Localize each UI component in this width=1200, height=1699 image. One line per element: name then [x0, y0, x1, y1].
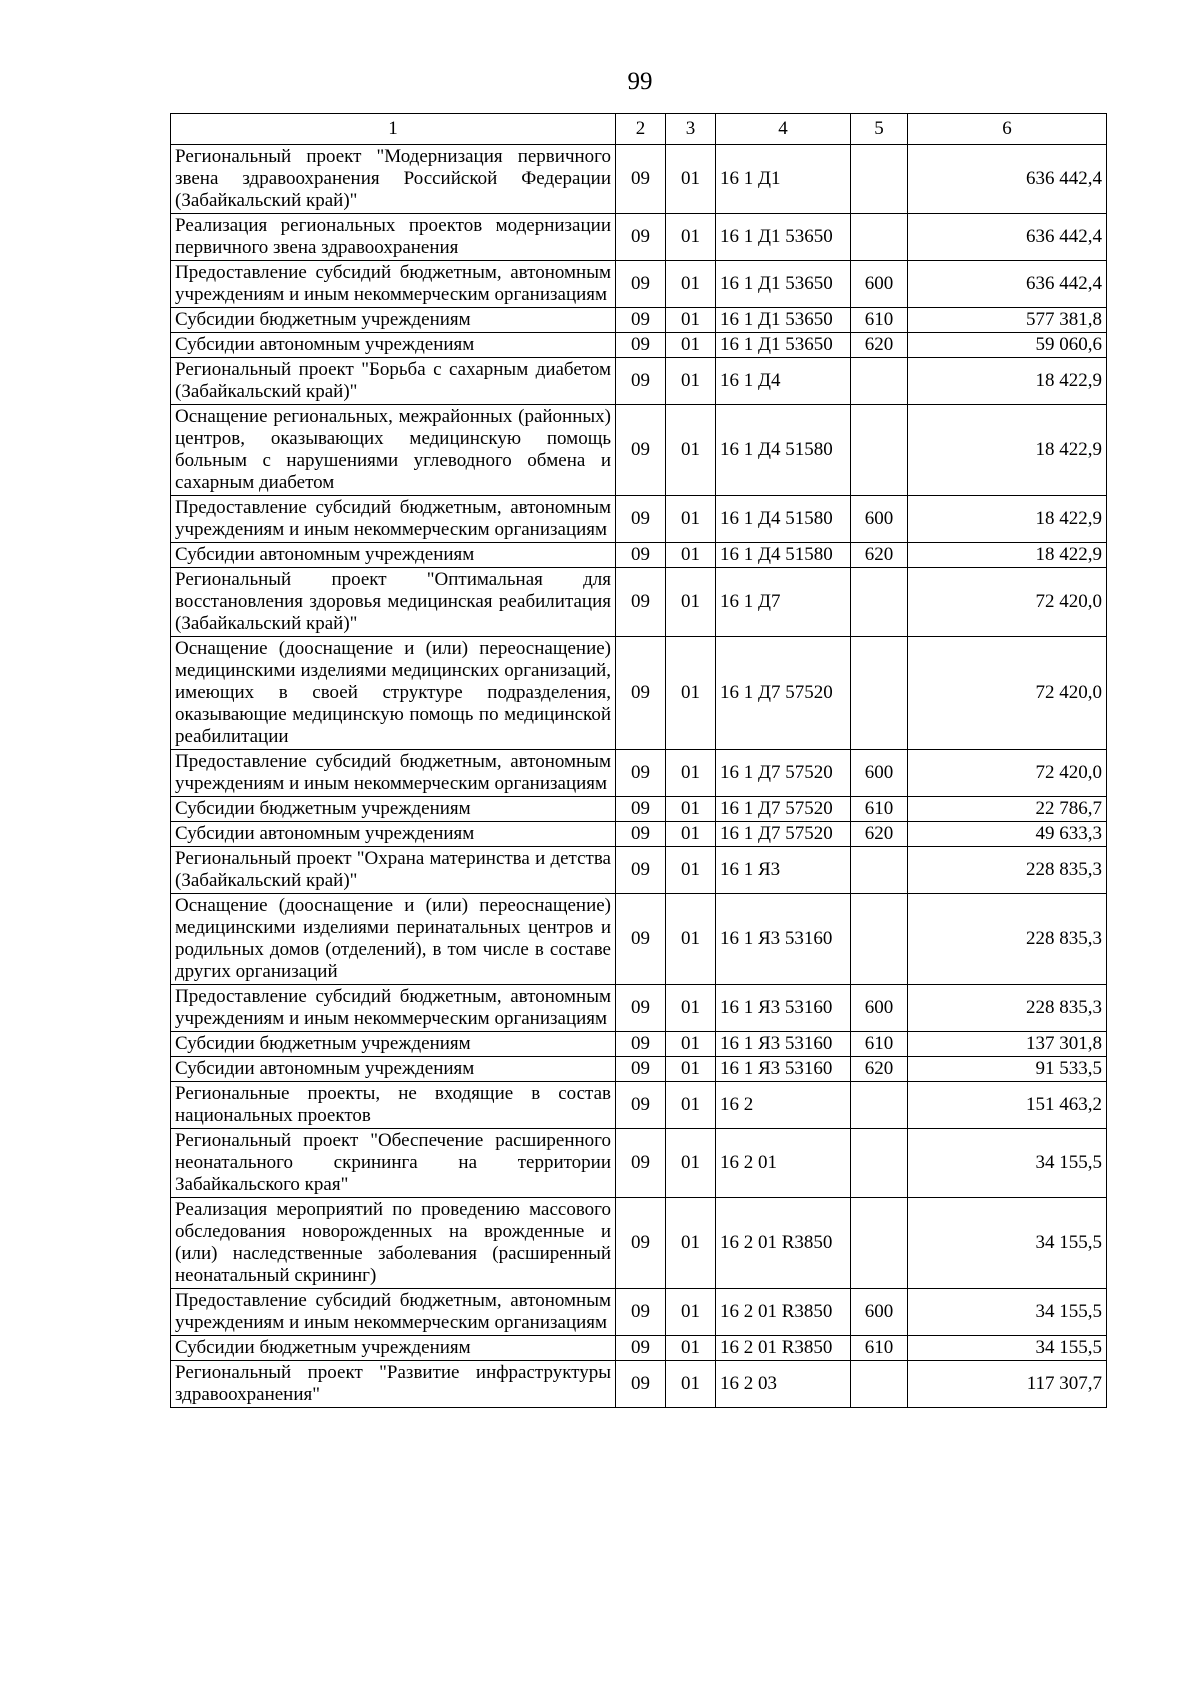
row-subsection-cell: 01	[666, 358, 716, 405]
table-row	[171, 568, 1107, 637]
row-amount-cell: 636 442,4	[908, 145, 1107, 214]
row-name-cell: Предоставление субсидий бюджетным, автономным учреждениям и иным некоммерческим организациям	[171, 496, 616, 543]
row-name-cell: Оснащение (дооснащение и (или) переоснащение) медицинскими изделиями медицинских организаций, имеющих в своей структуре подразделения, оказывающие медицинскую помощь по медицинской реабилитации	[171, 637, 616, 750]
row-expense-type-cell	[851, 568, 908, 637]
row-subsection-cell: 01	[666, 1289, 716, 1336]
table-row	[171, 1129, 1107, 1198]
row-amount-cell: 91 533,5	[908, 1057, 1107, 1082]
row-section-cell: 09	[616, 145, 666, 214]
row-expense-type-cell: 600	[851, 1289, 908, 1336]
row-expense-type-cell	[851, 214, 908, 261]
table-row	[171, 847, 1107, 894]
row-name-cell: Субсидии автономным учреждениям	[171, 1057, 616, 1082]
row-name-cell: Субсидии бюджетным учреждениям	[171, 308, 616, 333]
row-target-article-cell: 16 1 Д7 57520	[716, 797, 851, 822]
row-subsection-cell: 01	[666, 1082, 716, 1129]
table-row	[171, 333, 1107, 358]
row-subsection-cell: 01	[666, 405, 716, 496]
row-section-cell: 09	[616, 261, 666, 308]
row-subsection-cell: 01	[666, 543, 716, 568]
row-expense-type-cell	[851, 1082, 908, 1129]
row-subsection-cell: 01	[666, 1032, 716, 1057]
table-row	[171, 1198, 1107, 1289]
row-name-cell: Региональный проект "Борьба с сахарным диабетом (Забайкальский край)"	[171, 358, 616, 405]
table-header-row	[171, 114, 1107, 145]
header-col-6: 6	[908, 114, 1107, 145]
table-row	[171, 358, 1107, 405]
row-section-cell: 09	[616, 568, 666, 637]
row-amount-cell: 151 463,2	[908, 1082, 1107, 1129]
row-name-cell: Предоставление субсидий бюджетным, автономным учреждениям и иным некоммерческим организациям	[171, 261, 616, 308]
row-expense-type-cell	[851, 405, 908, 496]
row-subsection-cell: 01	[666, 1129, 716, 1198]
row-name-cell: Предоставление субсидий бюджетным, автономным учреждениям и иным некоммерческим организациям	[171, 985, 616, 1032]
table-row	[171, 894, 1107, 985]
table-row	[171, 1361, 1107, 1408]
row-expense-type-cell: 620	[851, 333, 908, 358]
row-amount-cell: 18 422,9	[908, 543, 1107, 568]
row-section-cell: 09	[616, 358, 666, 405]
row-subsection-cell: 01	[666, 637, 716, 750]
table-row	[171, 261, 1107, 308]
row-section-cell: 09	[616, 1057, 666, 1082]
row-amount-cell: 18 422,9	[908, 405, 1107, 496]
row-expense-type-cell: 610	[851, 1032, 908, 1057]
row-target-article-cell: 16 2 01 R3850	[716, 1289, 851, 1336]
row-subsection-cell: 01	[666, 1198, 716, 1289]
row-name-cell: Региональный проект "Развитие инфраструктуры здравоохранения"	[171, 1361, 616, 1408]
row-amount-cell: 34 155,5	[908, 1198, 1107, 1289]
table-row	[171, 1032, 1107, 1057]
table-row	[171, 822, 1107, 847]
row-expense-type-cell	[851, 847, 908, 894]
row-subsection-cell: 01	[666, 496, 716, 543]
row-amount-cell: 18 422,9	[908, 496, 1107, 543]
row-target-article-cell: 16 1 Д7 57520	[716, 822, 851, 847]
row-section-cell: 09	[616, 797, 666, 822]
row-expense-type-cell: 620	[851, 543, 908, 568]
budget-table	[170, 113, 1107, 1408]
row-target-article-cell: 16 1 Д1 53650	[716, 308, 851, 333]
row-amount-cell: 34 155,5	[908, 1336, 1107, 1361]
row-section-cell: 09	[616, 543, 666, 568]
row-section-cell: 09	[616, 847, 666, 894]
row-amount-cell: 18 422,9	[908, 358, 1107, 405]
row-amount-cell: 228 835,3	[908, 847, 1107, 894]
row-subsection-cell: 01	[666, 333, 716, 358]
row-name-cell: Субсидии бюджетным учреждениям	[171, 797, 616, 822]
table-row	[171, 797, 1107, 822]
row-name-cell: Региональные проекты, не входящие в состав национальных проектов	[171, 1082, 616, 1129]
row-target-article-cell: 16 2 03	[716, 1361, 851, 1408]
row-subsection-cell: 01	[666, 750, 716, 797]
row-section-cell: 09	[616, 308, 666, 333]
row-amount-cell: 72 420,0	[908, 750, 1107, 797]
row-expense-type-cell: 620	[851, 1057, 908, 1082]
row-target-article-cell: 16 2 01 R3850	[716, 1198, 851, 1289]
row-section-cell: 09	[616, 985, 666, 1032]
row-subsection-cell: 01	[666, 1361, 716, 1408]
row-subsection-cell: 01	[666, 308, 716, 333]
row-subsection-cell: 01	[666, 1336, 716, 1361]
table-row	[171, 543, 1107, 568]
row-expense-type-cell	[851, 1361, 908, 1408]
header-col-4: 4	[716, 114, 851, 145]
row-amount-cell: 22 786,7	[908, 797, 1107, 822]
row-name-cell: Субсидии бюджетным учреждениям	[171, 1032, 616, 1057]
table-row	[171, 1336, 1107, 1361]
row-amount-cell: 59 060,6	[908, 333, 1107, 358]
table-row	[171, 308, 1107, 333]
row-section-cell: 09	[616, 1336, 666, 1361]
table-row	[171, 985, 1107, 1032]
row-name-cell: Реализация мероприятий по проведению массового обследования новорожденных на врожденные и (или) наследственные заболевания (расширенный неонатальный скрининг)	[171, 1198, 616, 1289]
row-name-cell: Региональный проект "Охрана материнства и детства (Забайкальский край)"	[171, 847, 616, 894]
row-target-article-cell: 16 1 Д1	[716, 145, 851, 214]
row-target-article-cell: 16 1 Д4 51580	[716, 405, 851, 496]
header-col-1: 1	[171, 114, 616, 145]
row-expense-type-cell: 610	[851, 1336, 908, 1361]
row-section-cell: 09	[616, 1129, 666, 1198]
row-target-article-cell: 16 2 01	[716, 1129, 851, 1198]
row-target-article-cell: 16 1 Д4	[716, 358, 851, 405]
row-amount-cell: 72 420,0	[908, 568, 1107, 637]
row-expense-type-cell	[851, 637, 908, 750]
row-expense-type-cell: 620	[851, 822, 908, 847]
row-subsection-cell: 01	[666, 261, 716, 308]
row-target-article-cell: 16 2 01 R3850	[716, 1336, 851, 1361]
row-amount-cell: 49 633,3	[908, 822, 1107, 847]
row-amount-cell: 117 307,7	[908, 1361, 1107, 1408]
row-section-cell: 09	[616, 1361, 666, 1408]
table-row	[171, 496, 1107, 543]
row-target-article-cell: 16 1 Я3 53160	[716, 894, 851, 985]
header-col-3: 3	[666, 114, 716, 145]
row-expense-type-cell	[851, 358, 908, 405]
row-amount-cell: 34 155,5	[908, 1289, 1107, 1336]
row-section-cell: 09	[616, 405, 666, 496]
row-expense-type-cell: 610	[851, 797, 908, 822]
row-section-cell: 09	[616, 1289, 666, 1336]
row-subsection-cell: 01	[666, 822, 716, 847]
row-target-article-cell: 16 1 Д7 57520	[716, 637, 851, 750]
row-name-cell: Реализация региональных проектов модернизации первичного звена здравоохранения	[171, 214, 616, 261]
row-expense-type-cell	[851, 1129, 908, 1198]
row-subsection-cell: 01	[666, 985, 716, 1032]
row-expense-type-cell	[851, 1198, 908, 1289]
table-row	[171, 1057, 1107, 1082]
row-section-cell: 09	[616, 894, 666, 985]
row-subsection-cell: 01	[666, 145, 716, 214]
row-section-cell: 09	[616, 1032, 666, 1057]
row-target-article-cell: 16 1 Д4 51580	[716, 543, 851, 568]
row-target-article-cell: 16 1 Д1 53650	[716, 261, 851, 308]
row-name-cell: Субсидии бюджетным учреждениям	[171, 1336, 616, 1361]
row-target-article-cell: 16 1 Д7 57520	[716, 750, 851, 797]
row-amount-cell: 137 301,8	[908, 1032, 1107, 1057]
row-section-cell: 09	[616, 496, 666, 543]
table-row	[171, 214, 1107, 261]
page-number: 99	[627, 68, 653, 95]
row-amount-cell: 228 835,3	[908, 894, 1107, 985]
row-section-cell: 09	[616, 822, 666, 847]
row-target-article-cell: 16 1 Я3 53160	[716, 1057, 851, 1082]
row-target-article-cell: 16 1 Д7	[716, 568, 851, 637]
row-amount-cell: 72 420,0	[908, 637, 1107, 750]
header-col-2: 2	[616, 114, 666, 145]
row-name-cell: Региональный проект "Обеспечение расширенного неонатального скрининга на территории Забайкальского края"	[171, 1129, 616, 1198]
row-section-cell: 09	[616, 637, 666, 750]
row-expense-type-cell	[851, 145, 908, 214]
row-expense-type-cell: 600	[851, 261, 908, 308]
row-section-cell: 09	[616, 1082, 666, 1129]
row-expense-type-cell: 600	[851, 985, 908, 1032]
row-section-cell: 09	[616, 333, 666, 358]
row-section-cell: 09	[616, 214, 666, 261]
row-section-cell: 09	[616, 1198, 666, 1289]
row-subsection-cell: 01	[666, 797, 716, 822]
row-subsection-cell: 01	[666, 1057, 716, 1082]
row-section-cell: 09	[616, 750, 666, 797]
row-expense-type-cell: 610	[851, 308, 908, 333]
header-col-5: 5	[851, 114, 908, 145]
row-expense-type-cell: 600	[851, 496, 908, 543]
row-expense-type-cell	[851, 894, 908, 985]
table-row	[171, 405, 1107, 496]
row-target-article-cell: 16 1 Я3 53160	[716, 1032, 851, 1057]
row-target-article-cell: 16 1 Я3 53160	[716, 985, 851, 1032]
row-name-cell: Региональный проект "Оптимальная для восстановления здоровья медицинская реабилитация (Забайкальский край)"	[171, 568, 616, 637]
table-row	[171, 1289, 1107, 1336]
row-subsection-cell: 01	[666, 847, 716, 894]
table-row	[171, 750, 1107, 797]
row-name-cell: Субсидии автономным учреждениям	[171, 333, 616, 358]
table-row	[171, 145, 1107, 214]
row-amount-cell: 636 442,4	[908, 261, 1107, 308]
row-name-cell: Оснащение региональных, межрайонных (районных) центров, оказывающих медицинскую помощь больным с нарушениями углеводного обмена и сахарным диабетом	[171, 405, 616, 496]
row-subsection-cell: 01	[666, 214, 716, 261]
row-expense-type-cell: 600	[851, 750, 908, 797]
row-name-cell: Субсидии автономным учреждениям	[171, 543, 616, 568]
table-row	[171, 637, 1107, 750]
row-amount-cell: 577 381,8	[908, 308, 1107, 333]
row-target-article-cell: 16 2	[716, 1082, 851, 1129]
row-target-article-cell: 16 1 Я3	[716, 847, 851, 894]
row-amount-cell: 228 835,3	[908, 985, 1107, 1032]
row-subsection-cell: 01	[666, 568, 716, 637]
row-name-cell: Оснащение (дооснащение и (или) переоснащение) медицинскими изделиями перинатальных центров и родильных домов (отделений), в том числе в составе других организаций	[171, 894, 616, 985]
row-target-article-cell: 16 1 Д4 51580	[716, 496, 851, 543]
row-subsection-cell: 01	[666, 894, 716, 985]
table-row	[171, 1082, 1107, 1129]
row-target-article-cell: 16 1 Д1 53650	[716, 333, 851, 358]
row-amount-cell: 636 442,4	[908, 214, 1107, 261]
row-amount-cell: 34 155,5	[908, 1129, 1107, 1198]
row-target-article-cell: 16 1 Д1 53650	[716, 214, 851, 261]
row-name-cell: Региональный проект "Модернизация первичного звена здравоохранения Российской Федерации (Забайкальский край)"	[171, 145, 616, 214]
row-name-cell: Предоставление субсидий бюджетным, автономным учреждениям и иным некоммерческим организациям	[171, 750, 616, 797]
row-name-cell: Предоставление субсидий бюджетным, автономным учреждениям и иным некоммерческим организациям	[171, 1289, 616, 1336]
table-body	[171, 145, 1107, 1408]
row-name-cell: Субсидии автономным учреждениям	[171, 822, 616, 847]
